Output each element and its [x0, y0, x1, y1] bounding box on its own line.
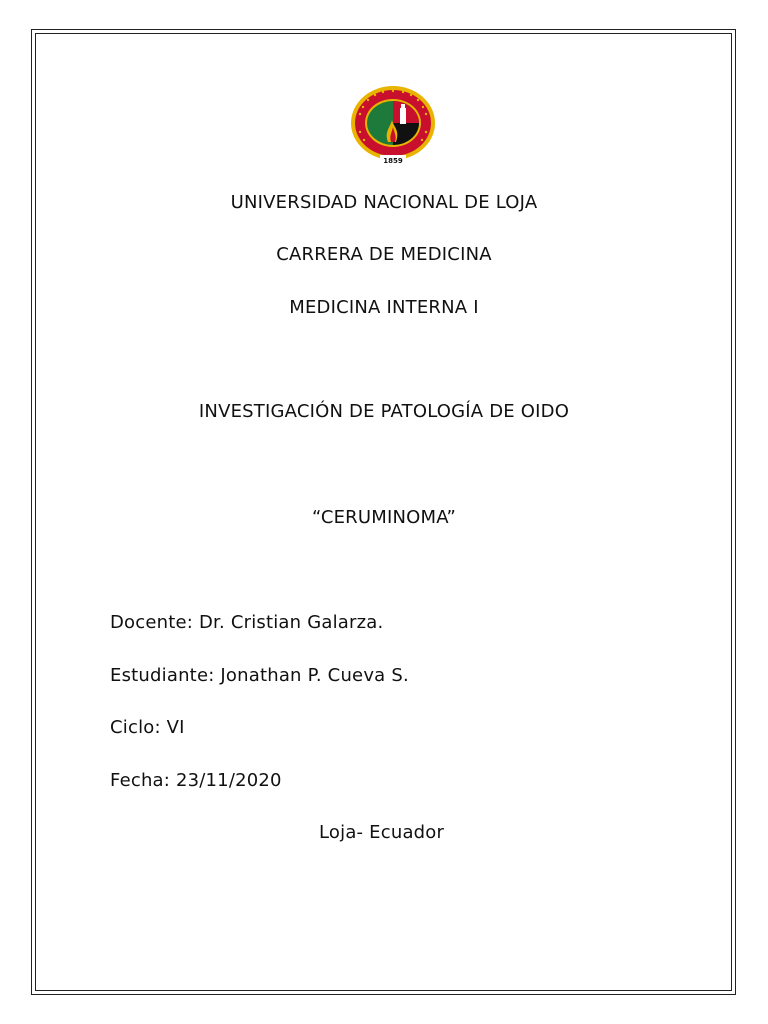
seal-year: 1859 [383, 157, 403, 165]
date-line: Fecha: 23/11/2020 [110, 770, 282, 791]
cycle-line: Ciclo: VI [110, 717, 185, 738]
university-seal-logo [348, 84, 438, 166]
career-name: CARRERA DE MEDICINA [276, 244, 492, 265]
research-topic: “CERUMINOMA” [311, 507, 457, 528]
subject-name: MEDICINA INTERNA I [289, 297, 479, 318]
research-title: INVESTIGACIÓN DE PATOLOGÍA DE OIDO [198, 401, 570, 422]
seal-tower [400, 108, 406, 124]
teacher-line: Docente: Dr. Cristian Galarza. [110, 612, 384, 633]
university-name: UNIVERSIDAD NACIONAL DE LOJA [230, 192, 538, 213]
location-line: Loja- Ecuador [319, 822, 445, 843]
student-line: Estudiante: Jonathan P. Cueva S. [110, 665, 409, 686]
